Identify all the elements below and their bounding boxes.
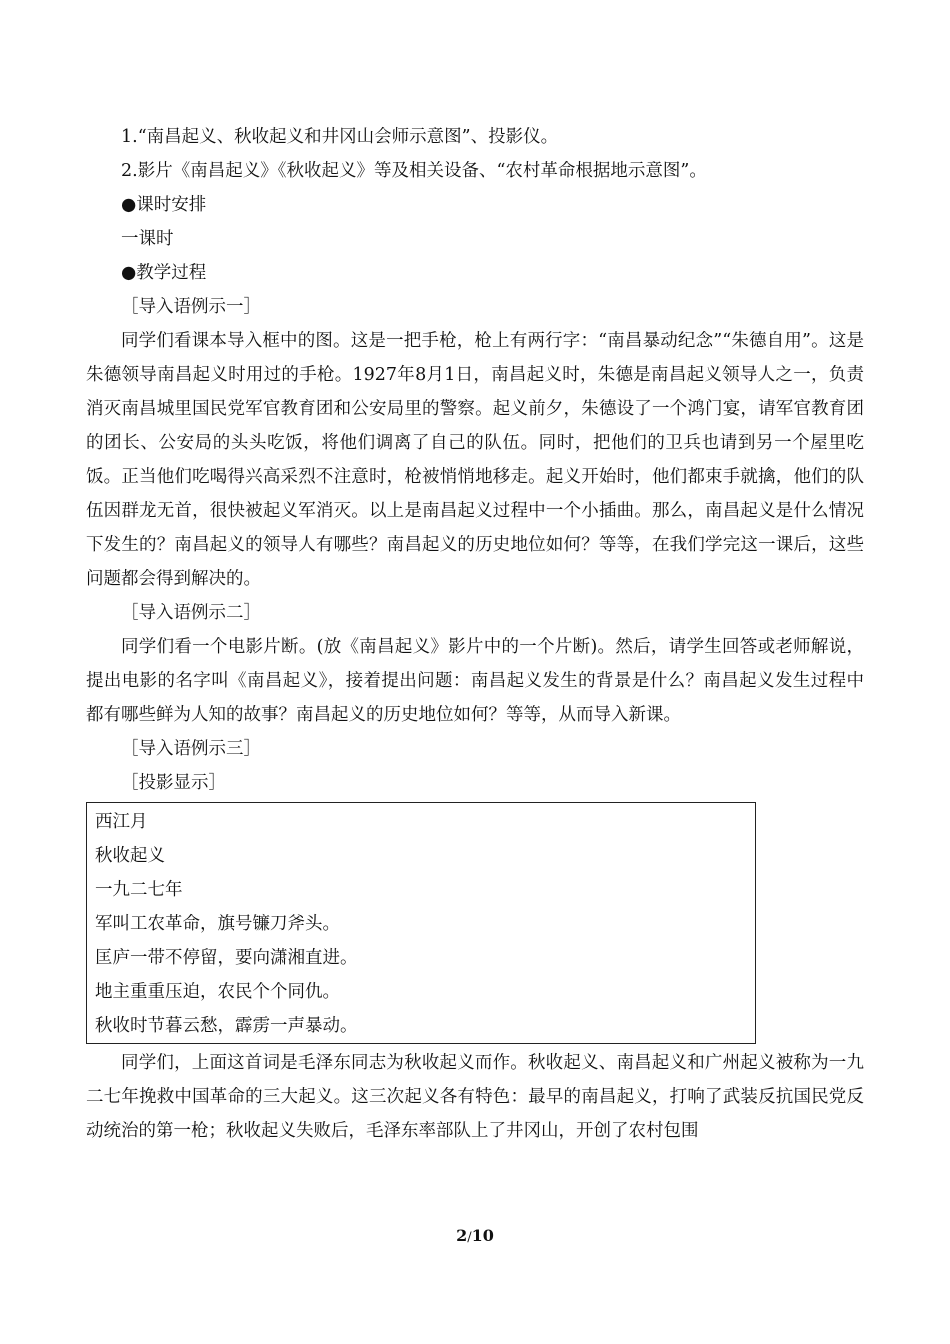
example2-paragraph: 同学们看一个电影片断。(放《南昌起义》影片中的一个片断)。然后，请学生回答或老师解说，提出电影的名字叫《南昌起义》，接着提出问题：南昌起义发生的背景是什么？南昌起义发生过程中都有哪些鲜为人知的故事？南昌起义的历史地位如何？等等，从而导入新课。: [86, 637, 864, 725]
poem-title: 秋收起义: [95, 846, 165, 866]
example1-paragraph: 同学们看课本导入框中的图。这是一把手枪，枪上有两行字：“南昌暴动纪念”“朱德自用”。这是朱德领导南昌起义时用过的手枪。1927年8月1日，南昌起义时，朱德是南昌起义领导人之一，负责消灭南昌城里国民党军官教育团和公安局里的警察。起义前夕，朱德设了一个鸿门宴，请军官教育团的团长、公安局的头头吃饭，将他们调离了自己的队伍。同时，把他们的卫兵也请到另一个屋里吃饭。正当他们吃喝得兴高采烈不注意时，枪被悄悄地移走。起义开始时，他们都束手就擒，他们的队伍因群龙无首，很快被起义军消灭。以上是南昌起义过程中一个小插曲。那么，南昌起义是什么情况下发生的？南昌起义的领导人有哪些？南昌起义的历史地位如何？等等，在我们学完这一课后，这些问题都会得到解决的。: [86, 331, 864, 589]
poem-tune-title: 西江月: [95, 812, 148, 832]
poem-line-2: 匡庐一带不停留，要向潇湘直进。: [95, 948, 358, 968]
example2-label: ［导入语例示二］: [121, 603, 261, 623]
page-content: [86, 120, 864, 1148]
page-number: [0, 1226, 950, 1245]
page-current: 2: [456, 1226, 468, 1245]
poem-line-1: 军叫工农革命，旗号镰刀斧头。: [95, 914, 340, 934]
example1-label: ［导入语例示一］: [121, 297, 261, 317]
poem-line-3: 地主重重压迫，农民个个同仇。: [95, 982, 340, 1002]
schedule-value: 一课时: [121, 229, 174, 249]
prep-item-1: 1.“南昌起义、秋收起义和井冈山会师示意图”、投影仪。: [121, 127, 559, 147]
example3-label: ［导入语例示三］: [121, 739, 261, 759]
page-separator: /: [467, 1230, 472, 1245]
section-process-heading: ●教学过程: [121, 263, 207, 283]
section-schedule-heading: ●课时安排: [121, 195, 207, 215]
poem-year: 一九二七年: [95, 880, 183, 900]
projection-label: ［投影显示］: [121, 773, 226, 793]
page-total: 10: [471, 1226, 494, 1245]
after-poem-paragraph: 同学们，上面这首词是毛泽东同志为秋收起义而作。秋收起义、南昌起义和广州起义被称为一九二七年挽救中国革命的三大起义。这三次起义各有特色：最早的南昌起义，打响了武装反抗国民党反动统治的第一枪；秋收起义失败后，毛泽东率部队上了井冈山，开创了农村包围: [86, 1053, 864, 1141]
poem-box: [86, 802, 756, 1044]
prep-item-2: 2.影片《南昌起义》《秋收起义》等及相关设备、“农村革命根据地示意图”。: [121, 161, 707, 181]
poem-line-4: 秋收时节暮云愁，霹雳一声暴动。: [95, 1016, 358, 1036]
